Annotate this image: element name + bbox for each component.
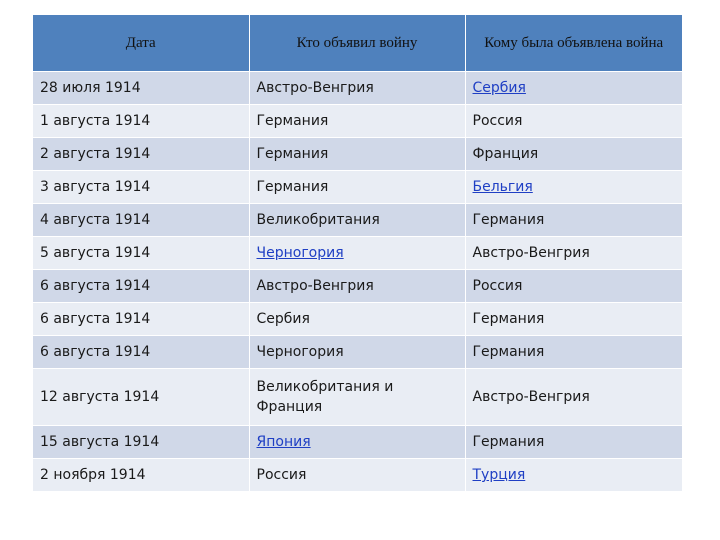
table-row [33, 270, 682, 303]
cell-date: 12 августа 1914 [33, 369, 249, 426]
cell-target-link[interactable]: Бельгия [472, 179, 533, 195]
table-row [33, 72, 682, 105]
cell-date: 3 августа 1914 [33, 171, 249, 204]
cell-declarer [249, 426, 465, 459]
cell-target [465, 459, 682, 492]
cell-target [465, 171, 682, 204]
table-row [33, 303, 682, 336]
header-date: Дата [33, 15, 249, 72]
header-target: Кому была объявлена война [465, 15, 682, 72]
header-declarer: Кто объявил войну [249, 15, 465, 72]
cell-target: Франция [465, 138, 682, 171]
war-declarations-table [33, 15, 682, 491]
declarations-table-container [33, 15, 682, 491]
cell-declarer: Германия [249, 171, 465, 204]
table-row [33, 459, 682, 492]
table-row [33, 426, 682, 459]
cell-declarer: Сербия [249, 303, 465, 336]
cell-target [465, 72, 682, 105]
cell-date: 6 августа 1914 [33, 303, 249, 336]
table-body [33, 72, 682, 492]
header-row [33, 15, 682, 72]
cell-declarer: Великобритания и Франция [249, 369, 465, 426]
table-row [33, 138, 682, 171]
cell-declarer: Австро-Венгрия [249, 270, 465, 303]
cell-declarer: Россия [249, 459, 465, 492]
cell-declarer: Германия [249, 138, 465, 171]
cell-date: 6 августа 1914 [33, 270, 249, 303]
table-row [33, 105, 682, 138]
cell-target: Германия [465, 204, 682, 237]
table-row [33, 336, 682, 369]
cell-target: Россия [465, 105, 682, 138]
cell-target: Австро-Венгрия [465, 237, 682, 270]
table-row [33, 237, 682, 270]
cell-date: 1 августа 1914 [33, 105, 249, 138]
cell-declarer [249, 237, 465, 270]
cell-date: 4 августа 1914 [33, 204, 249, 237]
cell-target: Германия [465, 303, 682, 336]
cell-target: Австро-Венгрия [465, 369, 682, 426]
cell-target: Россия [465, 270, 682, 303]
cell-declarer: Великобритания [249, 204, 465, 237]
cell-date: 15 августа 1914 [33, 426, 249, 459]
cell-declarer-link[interactable]: Черногория [256, 245, 344, 261]
cell-target-link[interactable]: Турция [472, 467, 526, 483]
cell-date: 2 августа 1914 [33, 138, 249, 171]
cell-date: 2 ноября 1914 [33, 459, 249, 492]
cell-declarer: Германия [249, 105, 465, 138]
cell-date: 6 августа 1914 [33, 336, 249, 369]
cell-target: Германия [465, 336, 682, 369]
cell-target-link[interactable]: Сербия [472, 80, 526, 96]
cell-date: 5 августа 1914 [33, 237, 249, 270]
table-row [33, 171, 682, 204]
table-header [33, 15, 682, 72]
cell-target: Германия [465, 426, 682, 459]
table-row [33, 204, 682, 237]
cell-declarer-link[interactable]: Япония [256, 434, 311, 450]
cell-declarer: Австро-Венгрия [249, 72, 465, 105]
cell-declarer: Черногория [249, 336, 465, 369]
cell-date: 28 июля 1914 [33, 72, 249, 105]
table-row [33, 369, 682, 426]
